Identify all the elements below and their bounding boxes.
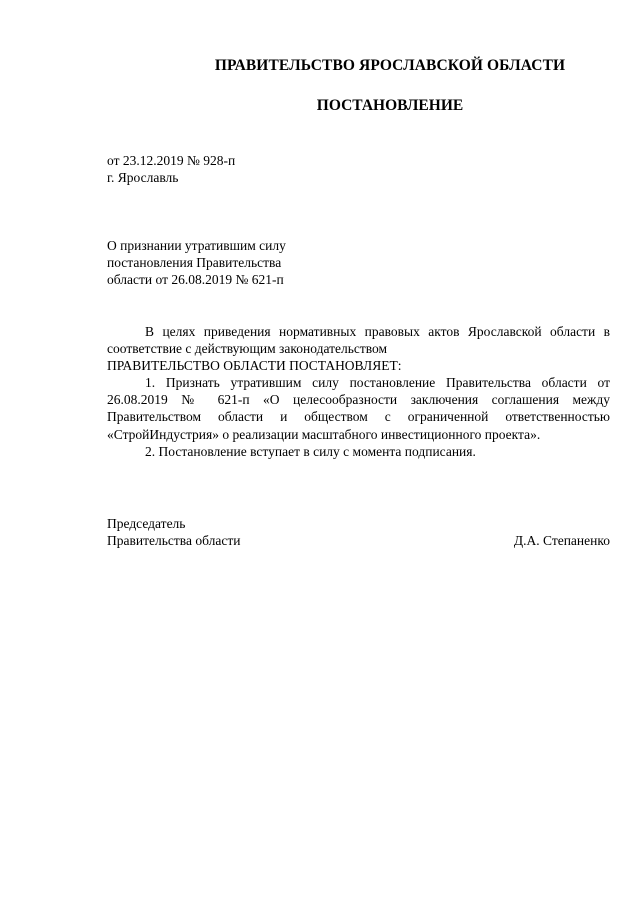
- signatory-name: Д.А. Степаненко: [513, 533, 610, 548]
- document-subject: [107, 237, 286, 288]
- document-type: ПОСТАНОВЛЕНИЕ: [316, 97, 464, 114]
- resolution-statement: ПРАВИТЕЛЬСТВО ОБЛАСТИ ПОСТАНОВЛЯЕТ:: [107, 358, 402, 374]
- subject-line: области от 26.08.2019 № 621-п: [107, 272, 284, 287]
- signatory-title-line1: Председатель: [107, 516, 186, 531]
- signatory-title-line2: Правительства области: [107, 533, 241, 548]
- document-meta: [107, 152, 235, 186]
- date-and-number: от 23.12.2019 № 928-п: [107, 153, 236, 168]
- subject-line: О признании утратившим силу: [107, 238, 286, 253]
- city: г. Ярославль: [107, 170, 179, 185]
- signature-block: [107, 515, 610, 549]
- issuing-authority: ПРАВИТЕЛЬСТВО ЯРОСЛАВСКОЙ ОБЛАСТИ: [214, 57, 566, 74]
- subject-line: постановления Правительства: [107, 255, 282, 270]
- item-2-paragraph: 2. Постановление вступает в силу с момента подписания.: [145, 443, 476, 459]
- document-body: [107, 323, 610, 460]
- item-1-paragraph: 1. Признать утратившим силу постановление Правительства области от 26.08.2019 № 621-п «О целесообразности заключения соглашения между Правительством области и обществом с ограниченной ответственностью «СтройИндустрия» о реализации масштабного инвестиционного проекта».: [107, 375, 610, 442]
- preamble-paragraph: В целях приведения нормативных правовых актов Ярославской области в соответствие с действующим законодательством: [107, 324, 610, 357]
